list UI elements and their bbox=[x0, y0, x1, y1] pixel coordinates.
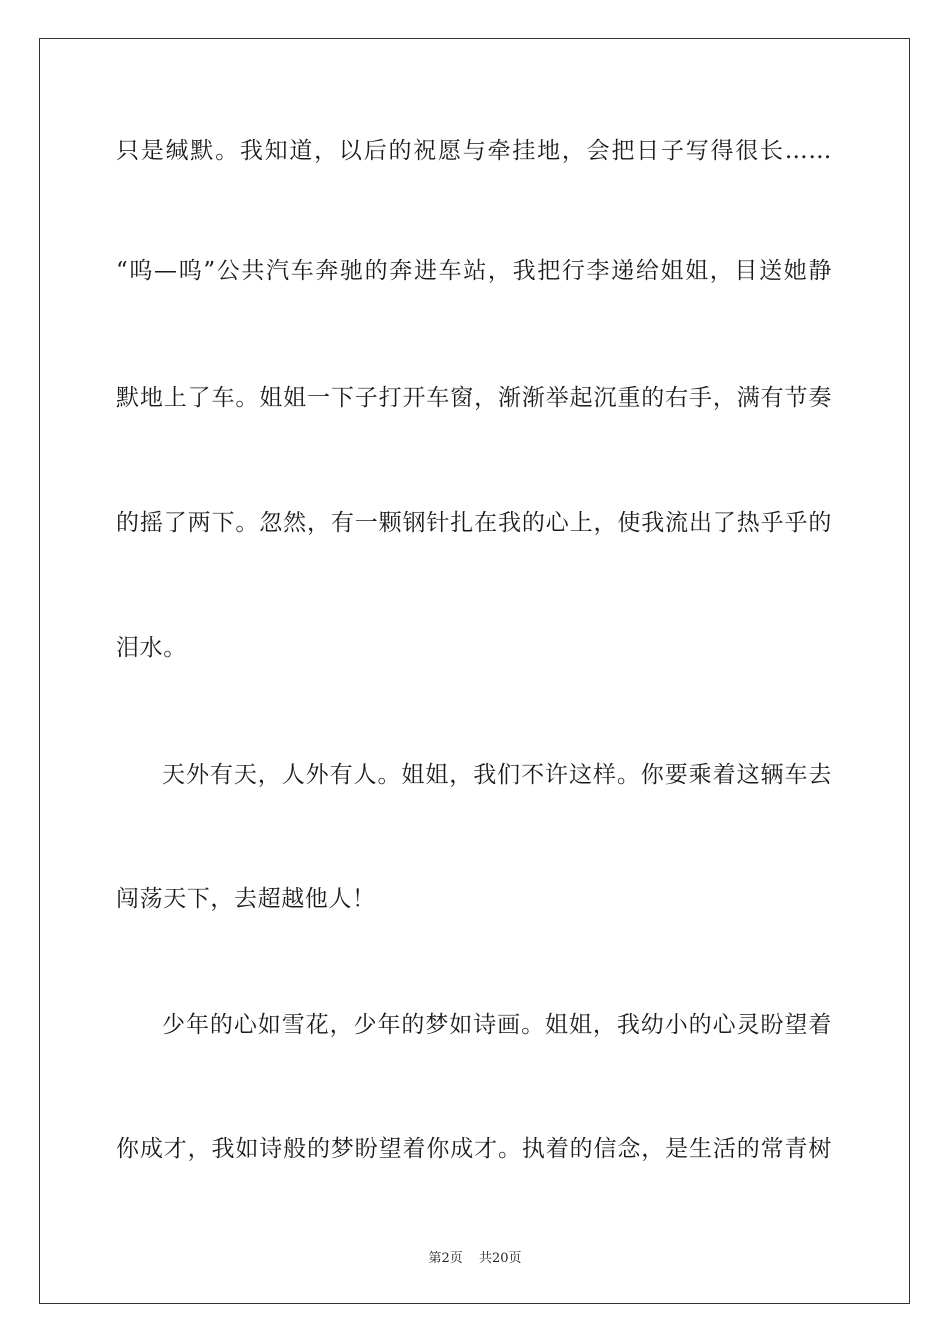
text-line-2: “呜—呜”公共汽车奔驰的奔进车站，我把行李递给姐姐，目送她静 bbox=[116, 258, 832, 284]
text-line-8: 少年的心如雪花，少年的梦如诗画。姐姐，我幼小的心灵盼望着 bbox=[162, 1012, 832, 1038]
page-number: 第2页 bbox=[428, 1251, 463, 1266]
text-line-5: 泪水。 bbox=[116, 635, 187, 661]
text-line-6: 天外有天，人外有人。姐姐，我们不许这样。你要乘着这辆车去 bbox=[162, 762, 832, 788]
text-line-9: 你成才，我如诗般的梦盼望着你成才。执着的信念，是生活的常青树 bbox=[116, 1136, 832, 1162]
text-line-4: 的摇了两下。忽然，有一颗钢针扎在我的心上，使我流出了热乎乎的 bbox=[116, 510, 832, 536]
page-footer bbox=[0, 1247, 950, 1266]
page-total: 共20页 bbox=[478, 1251, 522, 1266]
text-line-1: 只是缄默。我知道，以后的祝愿与牵挂地，会把日子写得很长…… bbox=[116, 138, 832, 164]
text-line-7: 闯荡天下，去超越他人！ bbox=[116, 886, 376, 912]
text-line-3: 默地上了车。姐姐一下子打开车窗，渐渐举起沉重的右手，满有节奏 bbox=[116, 385, 832, 411]
page-frame bbox=[39, 38, 910, 1304]
